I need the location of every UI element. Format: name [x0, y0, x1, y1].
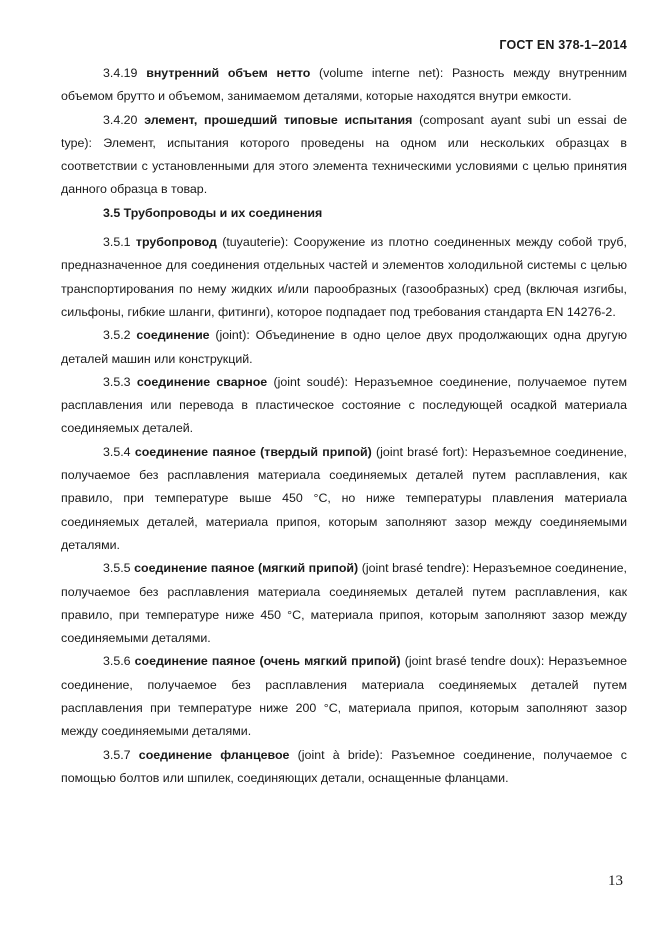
definition-3-5-7 — [61, 744, 627, 791]
definition-text: (joint brasé fort): Неразъемное соединение, получаемое без расплавления материала соединяемых деталей путем расплавления, как правило, при температуре выше 450 °C, но ниже температуры плавления материала соединяемых деталей, материала припоя, которым заполняют зазор между соединяемыми деталями. — [61, 444, 627, 552]
term: элемент, прошедший типовые испытания — [144, 112, 413, 127]
definition-3-4-20 — [61, 109, 627, 202]
definition-text: (tuyauterie): Сооружение из плотно соединенных между собой труб, предназначенное для соединения отдельных частей и элементов холодильной системы с целью транспортирования по нему жидких и/или парообразных (газообразных) сред (включая изгибы, сильфоны, гибкие шланги, фитинги), которое подпадает под требования стандарта EN 14276-2. — [61, 235, 627, 319]
term: трубопровод — [135, 235, 217, 250]
clause-number: 3.5.1 — [103, 235, 131, 250]
document-body — [61, 62, 627, 790]
definition-text: (joint brasé tendre doux): Неразъемное соединение, получаемое без расплавления материала соединяемых деталей путем расплавления при температуре ниже 200 °C, материала припоя, которым заполняют зазор между соединяемыми деталями. — [61, 654, 627, 739]
definition-3-5-2 — [61, 324, 627, 371]
term: внутренний объем нетто — [146, 66, 311, 80]
definition-text: (joint): Объединение в одно целое двух продолжающих одна другую деталей машин или конструкций. — [61, 328, 627, 366]
term: соединение фланцевое — [138, 747, 290, 762]
clause-number: 3.5.5 — [103, 561, 131, 576]
term: соединение — [136, 328, 210, 343]
clause-number: 3.5.7 — [103, 747, 131, 762]
definition-3-4-19 — [61, 62, 627, 109]
section-title: 3.5 Трубопроводы и их соединения — [103, 205, 323, 220]
clause-number: 3.4.19 — [103, 66, 138, 80]
clause-number: 3.5.4 — [103, 444, 131, 459]
definition-text: (composant ayant subi un essai de type): Элемент, испытания которого проведены на одном или нескольких образцах в соответствии с установленными для этого элемента техническими условиями с целью принятия данного образца в товар. — [61, 112, 628, 197]
clause-number: 3.5.3 — [103, 374, 131, 389]
definition-3-5-4 — [61, 441, 627, 557]
term: соединение паяное (твердый припой) — [134, 444, 372, 459]
definition-text: (joint brasé tendre): Неразъемное соединение, получаемое без расплавления материала соединяемых деталей путем расплавления, как правило, при температуре ниже 450 °C, материала припоя, которым заполняют зазор между соединяемыми деталями. — [61, 561, 627, 646]
clause-number: 3.5.2 — [103, 328, 131, 343]
definition-3-5-1 — [61, 231, 627, 324]
clause-number: 3.5.6 — [103, 654, 131, 669]
clause-number: 3.4.20 — [103, 112, 138, 127]
definition-text: (volume interne net): Разность между внутренним объемом брутто и объемом, занимаемом деталями, которые находятся внутри емкости. — [61, 66, 628, 104]
definition-3-5-5 — [61, 557, 627, 650]
definition-3-5-6 — [61, 650, 627, 743]
term: соединение паяное (мягкий припой) — [134, 561, 359, 576]
definition-text: (joint à bride): Разъемное соединение, получаемое с помощью болтов или шпилек, соединяющих детали, оснащенные фланцами. — [61, 747, 627, 785]
definition-text: (joint soudé): Неразъемное соединение, получаемое путем расплавления или перевода в пластическое состояние с последующей осадкой материала соединяемых деталей. — [61, 374, 627, 436]
term: соединение сварное — [136, 374, 268, 389]
definition-3-5-3 — [61, 371, 627, 441]
term: соединение паяное (очень мягкий припой) — [134, 654, 401, 669]
standard-header: ГОСТ EN 378-1–2014 — [499, 38, 627, 52]
page-number: 13 — [608, 873, 623, 889]
